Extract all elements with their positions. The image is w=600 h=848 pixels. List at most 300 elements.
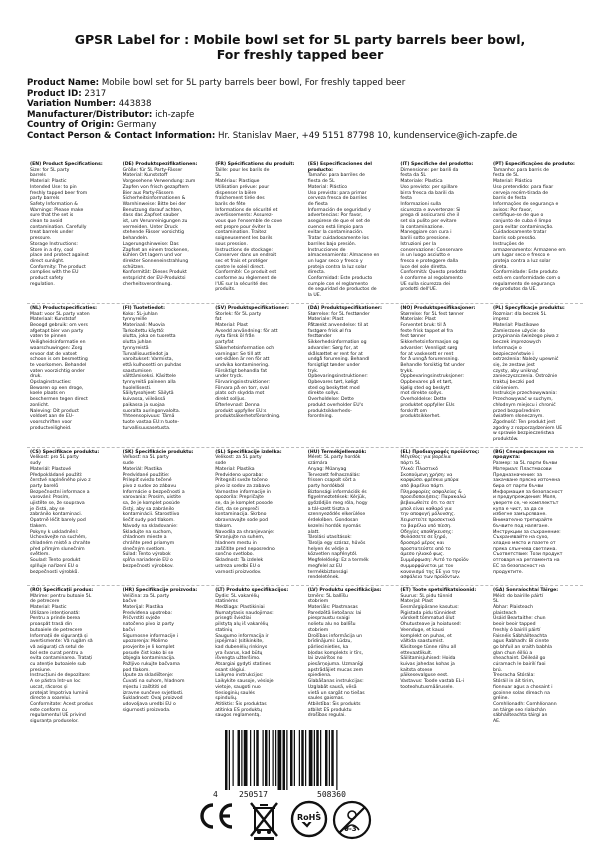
language-block-line: avertissements: Assurez- — [215, 213, 274, 219]
language-block-line: ustreza uredbi EU o — [215, 563, 261, 569]
language-block-line: Φυλάσσετε σε ξηρό, — [400, 535, 447, 541]
language-block-line: un lugar seco y fresco y — [307, 258, 363, 264]
meta-row — [27, 131, 587, 142]
language-block-line: Инструкции за съхранение: — [492, 529, 561, 535]
language-block-line: paikassa ja suojaa — [122, 402, 165, 408]
meta-row — [27, 78, 587, 89]
language-block-line: esant slėgiui. — [215, 667, 246, 673]
language-block-line: fraîchement tirée des — [215, 196, 265, 202]
barcode-bar — [314, 730, 315, 786]
language-block-line: Conformitate: Acest produs — [30, 701, 93, 707]
language-block-line: est propre pour éviter la — [215, 224, 272, 230]
language-block-line: de seguridad de productos de — [307, 287, 377, 293]
language-block-line: sude — [122, 461, 134, 467]
language-block-line: βεβαιωθείτε ότι το σετ — [400, 501, 455, 507]
language-block-line: party hordókból — [307, 483, 345, 489]
language-block-line: vermeiden. Unter Druck — [122, 224, 178, 230]
language-block-line: Veličina: za 5L party — [122, 593, 170, 599]
barcode-bar — [329, 730, 330, 786]
language-block-line: Warnhinweise: Bitte bei der — [122, 201, 186, 207]
language-block-line: forsigtigt tønder under — [307, 362, 361, 368]
language-block — [397, 586, 490, 729]
language-block — [397, 304, 490, 447]
language-block-line: avertismente: Vă rugăm să — [30, 639, 93, 645]
language-block-line: produktsikkerheds- — [307, 408, 352, 414]
language-block-line: tryk. — [307, 368, 319, 374]
language-block-line: pressure. — [30, 236, 52, 242]
language-block-line: produits. — [215, 287, 236, 293]
language-block-line: Súlad: Tento výrobok — [122, 552, 171, 558]
meta-row — [27, 110, 587, 121]
meta-value: Hr. Stanislav Maer, +49 5151 87798 10, kundenservice@ich-zapfe.de — [218, 130, 518, 141]
language-block-line: Dydis: 5L vakarėlių — [215, 593, 260, 599]
language-block-line: gcoinne solas díreach na — [492, 690, 551, 696]
language-block-line: kezelni hordók nyomás — [307, 523, 361, 529]
language-block-line: place and protect against — [30, 253, 89, 259]
barcode-bar — [241, 730, 242, 786]
language-block-line: se, da je komplet posode — [215, 501, 273, 507]
language-block — [305, 304, 398, 447]
language-block-line: Safety Information & — [30, 201, 78, 207]
language-block-line: cherheitsverordnung. — [122, 281, 172, 287]
language-block-line: Predviđena upotreba: — [122, 610, 173, 616]
meta-value: ich-zapfe — [155, 109, 195, 120]
language-block-line: Skladujte na suchom, — [122, 529, 173, 535]
language-block-line: Taille: pour les barils de — [215, 167, 270, 173]
language-block-line: Konformität: Dieses Produkt — [122, 270, 187, 276]
language-block-line: tiesioginių saulės — [215, 690, 255, 696]
language-block-line: Veenduge, et kausi — [400, 627, 445, 633]
language-block-header: (DE) Produktspezifikationen: — [122, 162, 198, 167]
language-block-line: kjølig sted og beskytt — [400, 385, 450, 391]
language-block-line: tuote vastaa EU:n tuote- — [122, 419, 180, 425]
barcode-bar — [294, 730, 295, 786]
language-block-line: Materiaal: Kunststof — [30, 317, 76, 323]
language-block-line: Laikymo instrukcijos: — [215, 673, 264, 679]
language-block-line: varoitukset: Varmista, — [122, 357, 174, 363]
language-block-line: agus Rabhadh: Bí cinnte — [492, 639, 549, 645]
language-block-line: bol este curat pentru a — [30, 650, 83, 656]
language-block-line: vietā un sargāt no tiešas — [307, 690, 365, 696]
barcode-bar — [299, 730, 300, 786]
language-block-header: (GA) Sonraíochtaí Táirge: — [492, 587, 559, 593]
language-block-line: forordning. — [307, 414, 334, 420]
language-block-line: Intended Use: to pin — [30, 184, 77, 190]
language-block-line: varování: Prosím, — [30, 495, 70, 501]
language-block — [27, 448, 120, 585]
language-block-line: partyfat — [215, 340, 234, 346]
language-block-header: (DA) Produktspecifikationer: — [307, 305, 382, 311]
language-block-header: (LT) Produkto specifikacijos: — [215, 587, 289, 593]
language-block-line: συμμορφώνεται με τον — [400, 563, 454, 569]
language-block-line: Sukladnost: Ovaj proizvod — [122, 696, 183, 702]
language-block-line: Store in a dry, cool — [30, 247, 74, 253]
language-block-line: l'UE sur la sécurité des — [215, 281, 268, 287]
language-block-line: Oppbevares på et tørt, — [400, 380, 453, 386]
language-block-line: direta. — [492, 264, 508, 270]
language-block-line: 5L — [215, 173, 221, 179]
language-block-line: хладно място и пазете от — [492, 541, 556, 546]
language-block-line: party barrels — [30, 196, 60, 202]
language-block-line: a tál-szett tiszta a — [307, 506, 350, 512]
language-block-line: Materiale: Plast — [307, 317, 344, 323]
language-block-line: olutta, joka on tuoretta — [122, 334, 176, 340]
language-block-line: Sikkerhetsinformasjon og — [400, 340, 459, 346]
language-block-line: sudy — [30, 461, 41, 467]
language-block-line: számára — [307, 461, 328, 467]
barcode-bar — [305, 730, 306, 786]
language-block-line: Pentru a prinde berea — [30, 616, 81, 622]
language-block-line: megfelel az EU — [307, 563, 343, 569]
barcode-bar — [316, 730, 319, 786]
language-block-line: Pokyny k uskladnění: — [30, 529, 79, 535]
language-block-line: Paredzētā lietošana: lai — [307, 610, 362, 616]
language-block-line: Bier aus Party-Fässern — [122, 190, 174, 196]
meta-key: Product ID: — [27, 88, 82, 99]
language-block-line: contamination. Traitez — [215, 230, 267, 236]
language-block-line: zanieczyszczenia. Ostrożnie — [492, 374, 558, 380]
language-block-line: sheachaint. Déileáil go — [492, 656, 546, 662]
barcode-bar — [273, 730, 274, 786]
language-block — [27, 304, 120, 447]
language-block-line: è conforme al regolamento — [400, 276, 463, 282]
language-block-line: tynnyreitä paineen alla — [122, 380, 176, 386]
meta-key: Product Name: — [27, 78, 100, 88]
language-block-line: este conform cu — [30, 707, 68, 713]
language-block-line: izravne sunčeve svjetlosti. — [122, 690, 184, 696]
language-block-line: está em conformidade com o — [492, 276, 561, 282]
language-block-line: produktsäkerhetsförordning. — [215, 414, 281, 420]
language-block-line: закачване прясно източена — [492, 478, 561, 484]
meta-value: 2317 — [84, 88, 107, 99]
language-block-line: stehende Fässer vorsichtig — [122, 230, 184, 236]
language-block-line: Faisnéis Sábháilteachta — [492, 633, 547, 639]
language-block-line: Storage Instructions: — [30, 241, 78, 247]
language-block-line: 5L — [492, 599, 499, 605]
language-block-line: Χειριστείτε προσεκτικά — [400, 518, 456, 524]
meta-key: Country of Origin: — [27, 120, 115, 131]
language-block-line: közvetlen napfénytől. — [307, 552, 358, 558]
language-block-line: kad dubenėlių rinkinys — [215, 644, 268, 650]
language-block-line: la UE. — [307, 293, 322, 299]
language-block-line: afgetapt bier van party — [30, 328, 84, 334]
language-block-line: Skladnost: Ta izdelek — [215, 558, 264, 564]
language-block-line: Tárolási utasítások: — [307, 535, 352, 541]
language-block-line: Opslaginstructies: — [30, 380, 72, 386]
language-block-line: helyen és védje a — [307, 546, 349, 552]
language-block — [490, 304, 583, 447]
language-block-line: Material: Plástico — [492, 179, 533, 185]
language-block-line: spĺňa nariadenie EÚ o — [122, 558, 173, 564]
language-block-line: w sprawie bezpieczeństwa — [492, 431, 555, 437]
language-row — [27, 585, 583, 729]
barcode-bar — [238, 730, 241, 786]
language-block-line: Eesmärgipärane kasutus: — [400, 605, 459, 611]
language-block-line: suoralta auringonvalolta. — [122, 408, 181, 414]
language-block-line: prega di assicurarsi che il — [400, 213, 460, 219]
language-block-line: barrels — [30, 173, 46, 179]
language-block-line: Oppbevaringsinstruksjoner: — [400, 374, 464, 380]
language-block-header: (FI) Tuotetiedot: — [122, 305, 165, 311]
language-block-header: (ET) Toote spetsifikatsioonid: — [400, 587, 477, 593]
language-block-line: yra švarus, kad būtų — [215, 650, 263, 656]
language-block-line: Turvallisuustiedot ja — [122, 351, 169, 357]
language-block-line: produktsikkerhet. — [400, 414, 441, 420]
language-block-line: statinių — [215, 627, 233, 633]
barcode-bar — [229, 730, 230, 790]
language-block-line: direkte sollys. — [307, 391, 340, 397]
language-block-line: dispenser la bière — [215, 190, 257, 196]
language-block-line: Předpokládané použití: — [30, 472, 83, 478]
language-block-line: Predvideno uporaba: — [215, 472, 263, 478]
language-block-line: obravnavajte sode pod — [215, 518, 269, 524]
language-block-line: την αποφυγή μόλυνσης. — [400, 512, 456, 518]
language-block-line: saugos reglamentą. — [215, 713, 261, 719]
language-block-line: bezpečnosti výrobků. — [30, 569, 79, 575]
language-block-line: Uso pretendido: para fixar — [492, 184, 554, 190]
language-block-line: άμεσο ηλιακό φως. — [400, 552, 445, 558]
language-block-line: cerveza fresca de barriles — [307, 196, 368, 202]
language-block-line: fest tønner — [400, 334, 426, 340]
language-block-line: Beoogd gebruik: om vers — [30, 322, 88, 328]
language-block-line: certifique-se de que o — [492, 213, 544, 219]
language-block-header: (EN) Product Specifications: — [30, 162, 103, 167]
language-block-line: sábháilteachta táirgí an — [492, 713, 548, 719]
title-line-1: GPSR Label for : Mobile bowl set for 5L party barrels beer bowl, — [74, 32, 526, 47]
language-block-line: kontaminácii. Starostlivo — [122, 512, 180, 518]
language-block-line: Veľkosť: na 5L party — [122, 455, 169, 461]
language-block-line: set-skålen är ren för att — [215, 357, 270, 363]
language-block-line: traktuj beczki pod — [492, 380, 535, 386]
language-block-line: um lugar seco e fresco e — [492, 253, 550, 259]
language-block-line: gréine. — [492, 696, 509, 702]
language-block-line: Uchovávejte na suchém, — [30, 535, 87, 541]
compliance-logos — [0, 800, 600, 846]
language-block-line: advertencias: Por favor, — [307, 213, 363, 219]
language-block-line: Biztonsági információk és — [307, 489, 367, 495]
language-block — [305, 448, 398, 585]
language-block-line: μπολ είναι καθαρό για — [400, 506, 452, 512]
barcode-lead-digit: 4 — [213, 790, 218, 799]
language-block-line: termékbiztonsági — [307, 569, 348, 575]
language-block-line: bezpieczeństwie i — [492, 351, 534, 357]
language-block-line: bačvi — [122, 627, 135, 633]
language-block-line: įspėjimai: Įsitikinkite, — [215, 639, 264, 645]
language-block-line: varnosti proizvodov. — [215, 569, 262, 575]
language-block-line: się, że zestaw jest — [492, 362, 535, 368]
language-block-line: regulamentul UE privind — [30, 713, 86, 719]
language-block-line: birra fresca da barili da — [400, 190, 454, 196]
language-block-line: olutta juhlan — [122, 340, 152, 346]
language-block-line: Påtænkt anvendelse: til at — [307, 322, 369, 328]
language-block-line: drošības regulai. — [307, 713, 346, 719]
language-block-line: chladnom mieste a — [122, 535, 167, 541]
language-block-line: regulamento de segurança — [492, 281, 555, 287]
language-block-line: Μέγεθος: για βαρέλια — [400, 455, 451, 461]
language-row — [27, 160, 583, 303]
language-block-line: Materiál: Plastové — [30, 466, 72, 472]
language-block-line: Saugumo informacija ir — [215, 633, 269, 639]
language-block-line: vältida saastumist. — [400, 639, 444, 645]
language-block-line: Opbevares tørt, køligt — [307, 380, 359, 386]
language-block-line: freshly tapped beer from — [30, 190, 88, 196]
language-block-line: Säilitamisjuhised: Hoida — [400, 656, 456, 662]
language-block-line: brīdinājumi: Lūdzu, — [307, 639, 352, 645]
language-block-line: Utilisation prévue: pour — [215, 184, 270, 190]
language-block-line: värskelt tõmmatud õlut — [400, 616, 455, 622]
barcode-bar — [256, 730, 259, 786]
language-block-line: armazenamento: Armazene em — [492, 247, 566, 253]
language-block-line: Anyag: Műanyag — [307, 466, 347, 472]
language-block-line: Materijal: Plastika — [122, 605, 164, 611]
language-block-line: directa. — [307, 270, 326, 276]
language-block-line: fionnuar agus a chosaint i — [492, 684, 553, 690]
language-block-line: festtønder — [307, 334, 332, 340]
language-block-line: Conformità: Questo prodotto — [400, 270, 467, 276]
language-block-line: Atitiktis: Šis produktas — [215, 701, 267, 707]
language-block — [120, 160, 213, 303]
barcode-bar — [320, 730, 321, 786]
language-block-line: saastumisen — [122, 368, 152, 374]
language-block-line: vaten voorzichtig onder — [30, 368, 85, 374]
language-block-line: produkt uppfyller EU:s — [215, 408, 267, 414]
language-block-line: Информация за безопасност — [492, 489, 563, 495]
language-block-line: party barelů — [30, 483, 59, 489]
language-block-line: Sikkerhedsinformation og — [307, 340, 367, 346]
language-block-line: tooteohutusmäärusele. — [400, 684, 454, 690]
language-block-line: UE sulla sicurezza dei — [400, 281, 451, 287]
language-block-line: chladném místě a chraňte — [30, 541, 91, 546]
language-block-line: Úsáid Beartaithe: chun — [492, 616, 546, 622]
language-block-line: zaščitite pred neposredno — [215, 546, 275, 552]
language-block-line: Forventet bruk: til å — [400, 322, 446, 328]
language-block-header: (LV) Produktu specifikācijas: — [307, 587, 382, 593]
language-block-line: światłem słonecznym. — [492, 414, 544, 420]
language-block-line: brú. — [492, 667, 503, 673]
age-label: 0-3 — [344, 825, 357, 833]
product-meta — [27, 78, 587, 142]
language-block-line: evita contaminarea. Tratați — [30, 656, 93, 662]
language-block-line: Overholdelse: Dette — [400, 397, 447, 403]
language-block-line: Izmērs: 5L ballīšu — [307, 593, 348, 599]
language-block-line: Conformity: The product — [30, 264, 86, 270]
language-block-line: Conformidad: Este producto — [307, 276, 373, 282]
language-block-line: spiediena. — [307, 673, 332, 679]
language-block-line: Vastavus: Toode vastab EL-i — [400, 679, 465, 685]
language-block-line: Suurus: 5L pidu tünnid — [400, 593, 453, 599]
language-block-line: Material: Plastic — [30, 605, 67, 611]
language-block-line: feste frisk tappet øl fra — [400, 328, 453, 334]
language-block-line: mjestu i zaštititi od — [122, 684, 167, 690]
meta-value: 443838 — [118, 99, 152, 110]
language-block-line: Informations de sécurité et — [215, 207, 278, 213]
language-block-line: festa de 5L — [492, 173, 519, 179]
language-block-line: Uso previsto: para primar — [307, 190, 367, 196]
language-block-header: (HU) Termékjellemzők: — [307, 449, 367, 455]
language-block-line: бира от парти бъчви — [492, 483, 544, 489]
language-block-line: clean to avoid — [30, 219, 63, 225]
meta-row — [27, 99, 587, 110]
language-block-line: barriles bajo presión. — [307, 241, 357, 247]
language-block-line: przypinania świeżego piwa z — [492, 334, 559, 340]
language-block-line: Zapfen von frisch gezapftem — [122, 184, 189, 190]
language-block-line: Benutzung darauf achten, — [122, 207, 183, 213]
barcode-bar — [290, 730, 293, 786]
language-block — [120, 304, 213, 447]
language-block-line: Vorgesehene Verwendung: zum — [122, 179, 196, 185]
language-block-line: cumple con el reglamento — [307, 281, 368, 287]
language-block-line: Overholdelse: Dette — [307, 397, 354, 403]
language-block-line: Upute za skladištenje: — [122, 673, 174, 679]
language-block-header: (SV) Produktspecifikationer: — [215, 305, 289, 311]
language-block-line: soigneusement les barils — [215, 236, 273, 242]
language-block-line: varningar: Se till att — [215, 351, 261, 357]
language-block-line: chłodnym miejscu i chronić — [492, 402, 556, 408]
language-block-line: regulation. — [30, 281, 55, 287]
language-block-line: conservazione: Conservare — [400, 247, 463, 253]
language-block-line: Sigurnosne informacije i — [122, 633, 179, 639]
language-block-header: (ES) Especificaciones del producto: — [307, 162, 372, 173]
language-block-line: complies with the EU — [30, 270, 79, 276]
barcode-right-group: 508360 — [317, 790, 346, 799]
barcode-bar — [265, 730, 268, 786]
language-block — [212, 586, 305, 729]
language-block-line: pivo z sudov zo zábavu — [122, 483, 177, 489]
language-block-line: natočeno pivo iz party — [122, 622, 174, 628]
language-block-line: Tárolja egy száraz, hűvös — [307, 541, 366, 546]
language-block-line: skålsættet er rent for at — [307, 351, 363, 357]
language-block-line: de petrecere — [30, 599, 60, 605]
language-block-line: siguranța produselor. — [30, 719, 79, 725]
language-block-line: tynnyreille — [122, 317, 147, 323]
language-block-line: Sicherheitsinformationen & — [122, 196, 186, 202]
language-block-line: go bhfuil an sraith babhla — [492, 644, 552, 650]
language-block-line: Shranjujte na suhem, — [215, 535, 265, 541]
language-block-line: Efterlevnad: Denna — [215, 402, 260, 408]
language-block-line: sicurezza e avvertenze: Si — [400, 207, 461, 213]
language-block-line: conjunto de cuba é limpo — [492, 219, 552, 225]
language-block-line: čist, da se prepreči — [215, 506, 259, 512]
language-block-line: Velikost: za 5L party — [215, 455, 262, 461]
language-block-header: (PL) Specyfikacje produktu: — [492, 305, 565, 311]
language-block-line: splňuje nařízení EU o — [30, 563, 79, 569]
language-block-line: under tryck. — [215, 374, 244, 380]
meta-value: Germany — [116, 120, 157, 131]
language-block-line: Tarkoitettu käyttö: — [122, 328, 165, 334]
language-block-line: Tratar cuidadosamente los — [307, 236, 369, 242]
language-block-line: Méid: do bairille páirtí — [492, 593, 544, 599]
language-block-line: beczek imprezowych — [492, 340, 542, 346]
language-block-line: kuivassa, viileässä — [122, 397, 166, 403]
language-block-line: an táirge seo rialachán — [492, 707, 546, 713]
language-block-line: zgodny z rozporządzeniem UE — [492, 425, 563, 431]
language-block-line: Opatrně léčit barely pod — [30, 518, 86, 524]
meta-key: Contact Person & Contact Information: — [27, 130, 216, 141]
language-block-line: před přímým slunečním — [30, 546, 85, 552]
language-block — [120, 448, 213, 585]
language-block-line: sončno svetlobo. — [215, 552, 254, 558]
language-block-line: Informácie o bezpečnosti a — [122, 489, 185, 495]
language-block-line: προειδοποιήσεις: Παρακαλώ — [400, 495, 466, 501]
language-block-header: (BG) Спецификации на продукта: — [492, 449, 555, 461]
language-block-line: cu atenție butoaiele sub — [30, 662, 86, 668]
language-row — [27, 303, 583, 447]
barcode-bar — [286, 730, 287, 790]
language-block-line: Uzglabāt sausā, vēsā — [307, 684, 357, 690]
language-block-line: atitinka ES produktų — [215, 707, 262, 713]
language-block-line: direct sunlight. — [30, 258, 65, 264]
language-block-line: bačve — [122, 599, 137, 605]
